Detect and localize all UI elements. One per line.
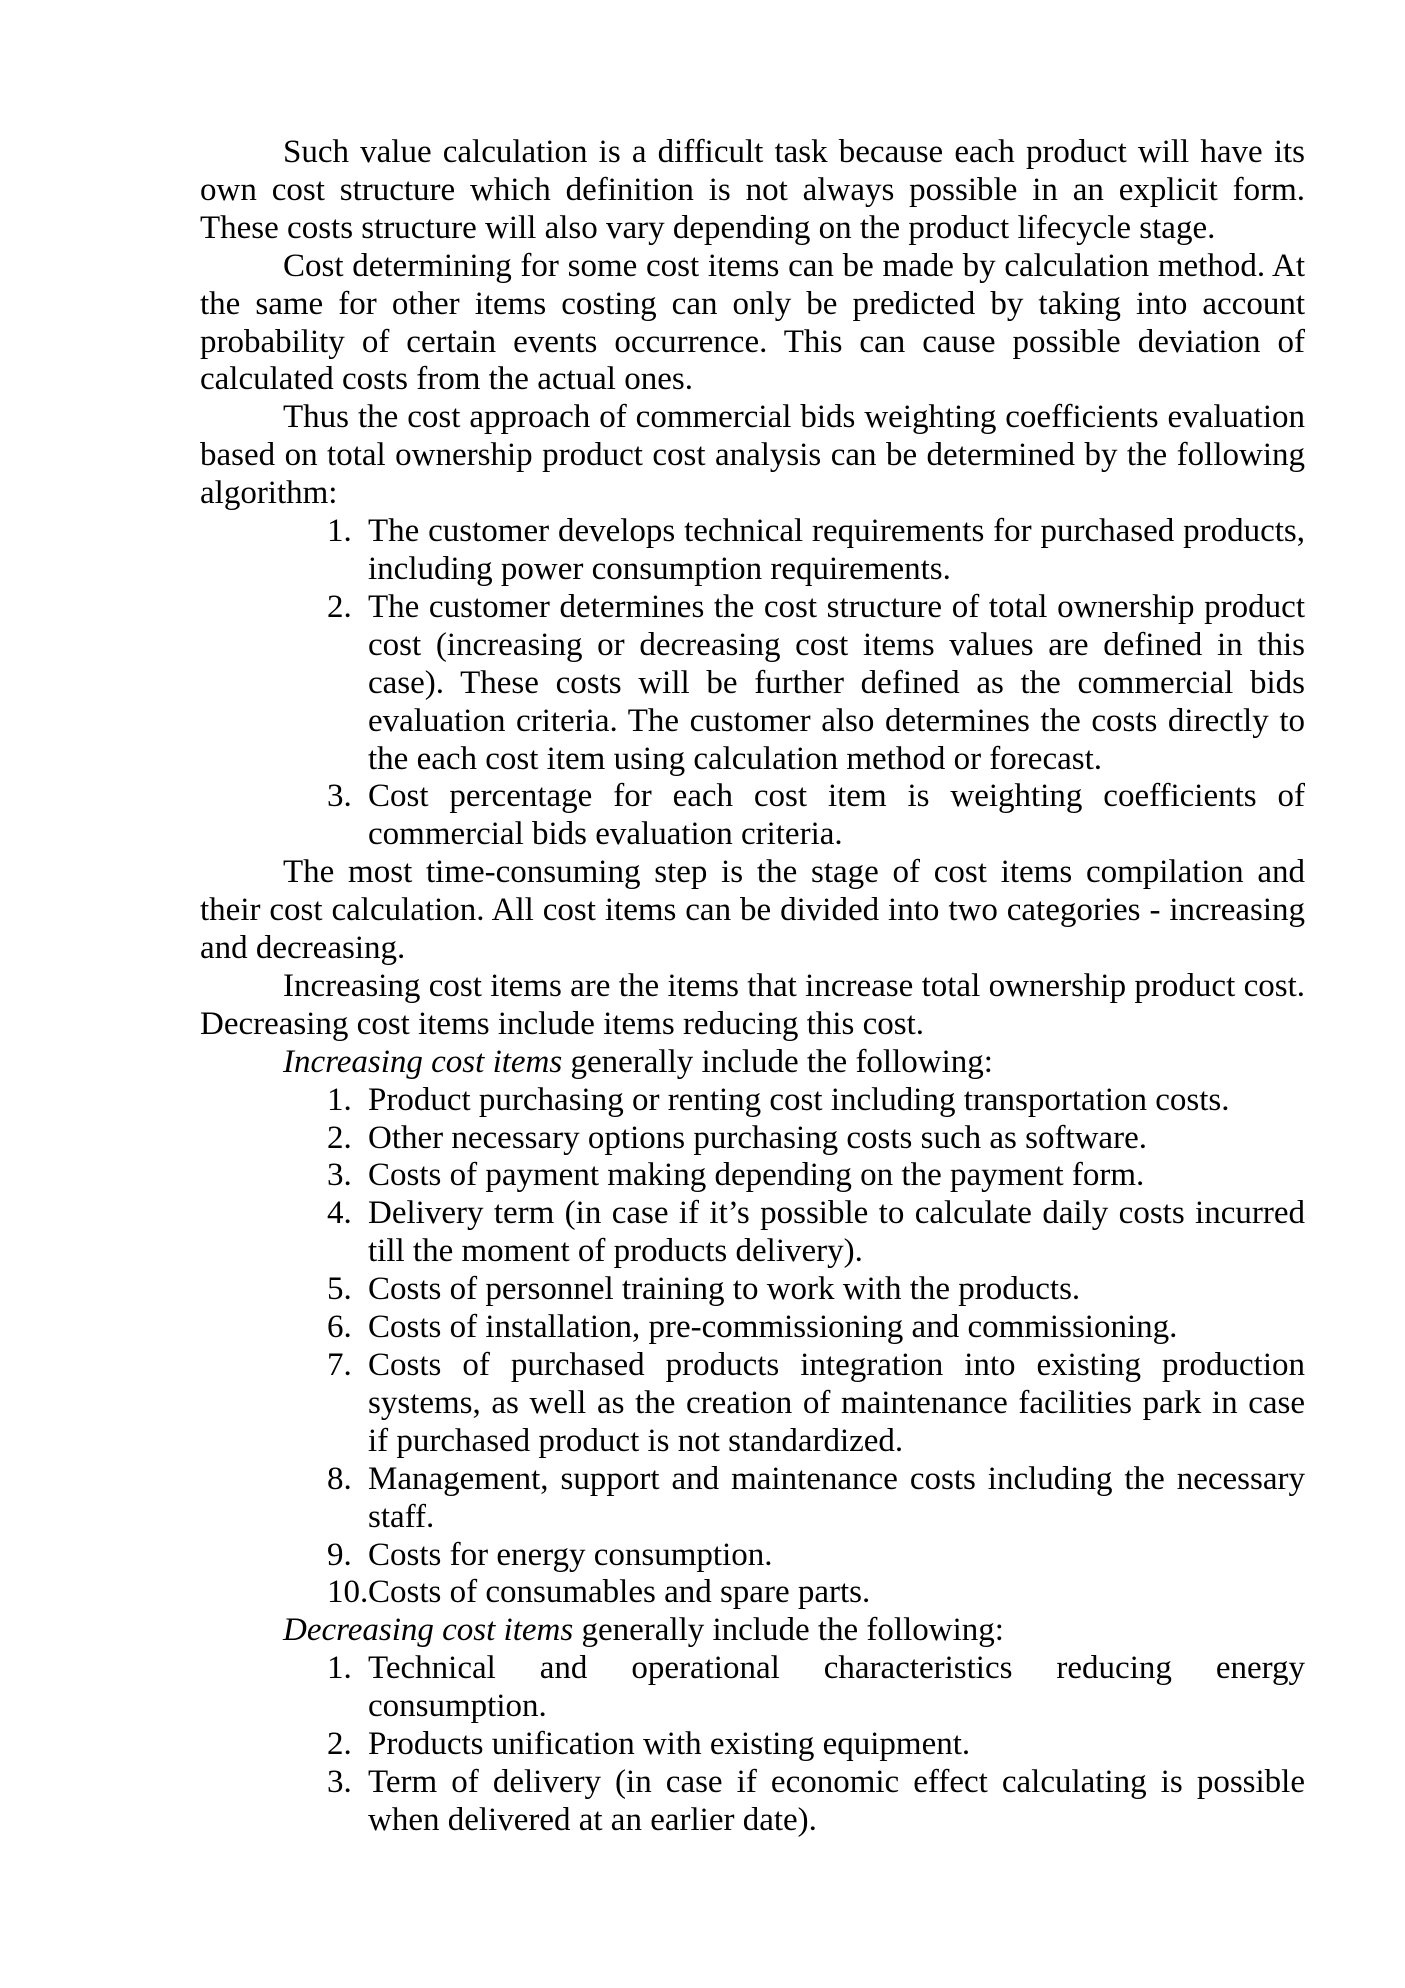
list-item-text: Other necessary options purchasing costs such as software. — [368, 1119, 1147, 1156]
list-item-text: Costs of payment making depending on the payment form. — [368, 1157, 1145, 1194]
paragraph-text: generally include the following: — [573, 1612, 1004, 1649]
list-item-text: Costs of purchased products integration into existing production systems, as well as the creation of maintenance facilities park in case if purchased product is not standardized. — [368, 1347, 1305, 1459]
list-item-text: Product purchasing or renting cost including transportation costs. — [368, 1081, 1230, 1118]
decreasing-ordered-list — [200, 1650, 1305, 1840]
paragraph-cost-approach: Thus the cost approach of commercial bids weighting coefficients evaluation based on total ownership product cost analysis can be determined by the following algorithm: — [200, 399, 1305, 512]
list-item — [327, 1195, 1305, 1271]
list-item-text: Costs of personnel training to work with the products. — [368, 1271, 1081, 1308]
list-item-marker: 2. — [327, 1119, 352, 1156]
list-item-marker: 10. — [327, 1574, 369, 1611]
list-item-text: Costs for energy consumption. — [368, 1536, 773, 1573]
list-item-marker: 9. — [327, 1536, 352, 1573]
increasing-ordered-list — [200, 1082, 1305, 1613]
italic-lead: Decreasing cost items — [283, 1612, 574, 1649]
paragraph-value-calculation: Such value calculation is a difficult task because each product will have its own cost structure which definition is not always possible in an explicit form. These costs structure will also vary depending on the product lifecycle stage. — [200, 134, 1305, 246]
list-item — [327, 513, 1305, 589]
paragraph-text: generally include the following: — [562, 1043, 993, 1080]
list-item-marker: 2. — [327, 588, 352, 625]
list-item — [327, 1574, 1305, 1612]
list-item-marker: 3. — [327, 1157, 352, 1194]
list-item-marker: 3. — [327, 1763, 352, 1800]
list-item-text: The customer develops technical requirements for purchased products, including power consumption requirements. — [368, 513, 1305, 587]
list-item — [327, 778, 1305, 854]
list-item-marker: 6. — [327, 1309, 352, 1346]
list-item-text: Costs of consumables and spare parts. — [368, 1574, 871, 1611]
list-item-marker: 1. — [327, 513, 352, 550]
algorithm-ordered-list — [200, 513, 1305, 854]
list-item-marker: 7. — [327, 1347, 352, 1383]
list-item-text: Cost percentage for each cost item is weighting coefficients of commercial bids evaluation criteria. — [368, 778, 1305, 853]
paragraph-time-consuming-step: The most time-consuming step is the stage of cost items compilation and their cost calculation. All cost items can be divided into two categories - increasing and decreasing. — [200, 854, 1305, 967]
list-item — [327, 1271, 1305, 1309]
list-item — [327, 1536, 1305, 1575]
list-item-text: Term of delivery (in case if economic effect calculating is possible when delivered at an earlier date). — [368, 1763, 1305, 1838]
list-item — [327, 1763, 1305, 1840]
paragraph-decreasing-intro — [200, 1612, 1305, 1650]
paragraph-increasing-intro — [200, 1044, 1305, 1082]
list-item-text: Costs of installation, pre-commissioning and commissioning. — [368, 1309, 1178, 1346]
list-item — [327, 1081, 1305, 1120]
paragraph-cost-determining: Cost determining for some cost items can be made by calculation method. At the same for other items costing can only be predicted by taking into account probability of certain events occurrence. This can cause possible deviation of calculated costs from the actual ones. — [200, 247, 1305, 398]
list-item-marker: 1. — [327, 1650, 352, 1687]
list-item — [327, 1460, 1305, 1537]
list-item-text: Products unification with existing equipment. — [368, 1726, 971, 1763]
list-item-text: Technical and operational characteristics reducing energy consumption. — [368, 1650, 1305, 1725]
list-item — [327, 1726, 1305, 1764]
list-item-text: The customer determines the cost structure of total ownership product cost (increasing or decreasing cost items values are defined in this case). These costs will be further defined as the commercial bids evaluation criteria. The customer also determines the costs directly to the each cost item using calculation method or forecast. — [368, 588, 1305, 777]
list-item-marker: 8. — [327, 1460, 352, 1497]
list-item-marker: 3. — [327, 778, 352, 815]
list-item — [327, 1347, 1305, 1461]
list-item — [327, 1309, 1305, 1347]
list-item-marker: 5. — [327, 1271, 352, 1308]
list-item — [327, 1157, 1305, 1195]
italic-lead: Increasing cost items — [283, 1043, 563, 1080]
list-item — [327, 588, 1305, 779]
list-item-marker: 4. — [327, 1195, 352, 1232]
list-item — [327, 1119, 1305, 1158]
list-item-text: Management, support and maintenance costs including the necessary staff. — [368, 1460, 1305, 1535]
list-item — [327, 1650, 1305, 1726]
list-item-marker: 2. — [327, 1726, 352, 1763]
paragraph-increasing-decreasing: Increasing cost items are the items that increase total ownership product cost. Decreasing cost items include items reducing this cost. — [200, 967, 1305, 1042]
list-item-marker: 1. — [327, 1081, 352, 1118]
list-item-text: Delivery term (in case if it’s possible to calculate daily costs incurred till the moment of products delivery). — [368, 1195, 1305, 1270]
document-content — [200, 134, 1305, 1840]
